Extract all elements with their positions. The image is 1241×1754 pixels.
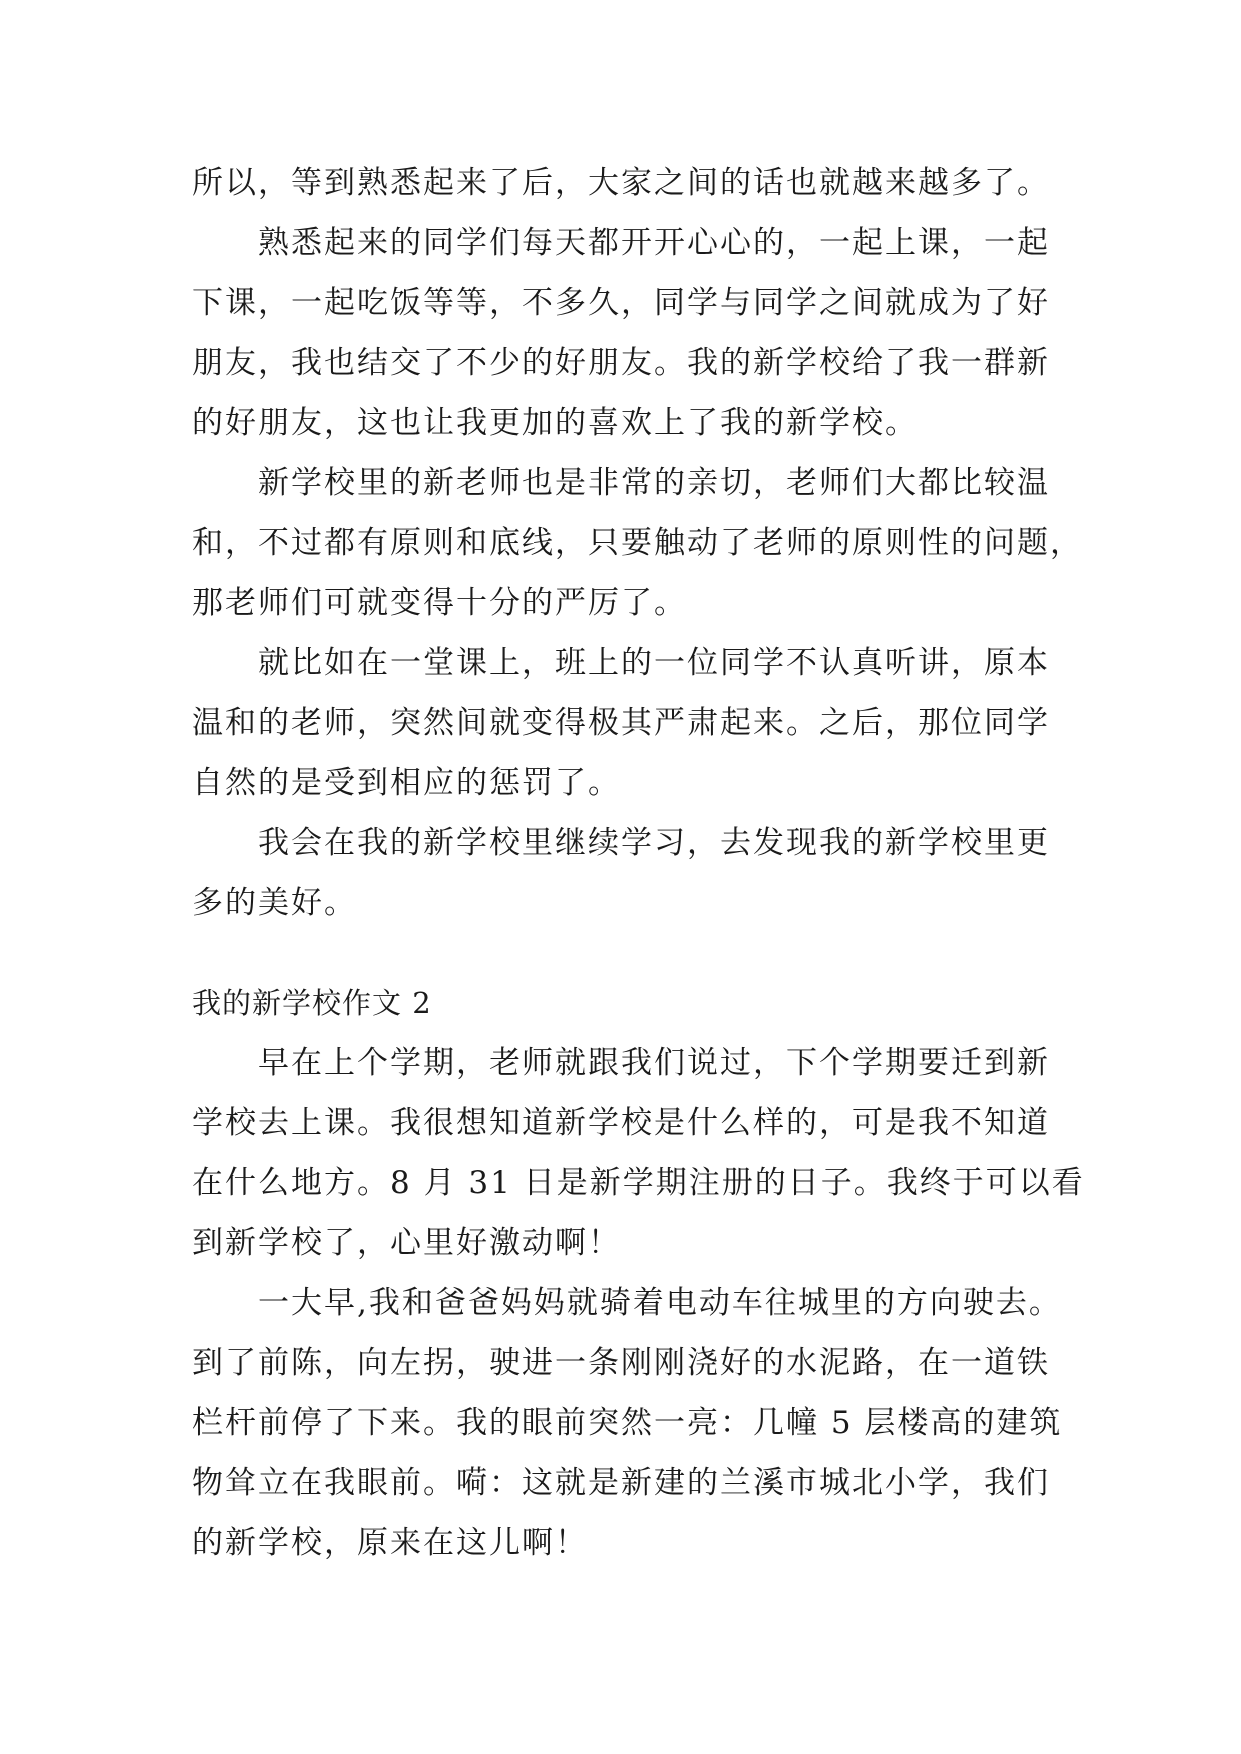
paragraph-line: 早在上个学期，老师就跟我们说过，下个学期要迁到新 xyxy=(258,1045,1050,1081)
paragraph-line: 的新学校，原来在这儿啊！ xyxy=(192,1525,588,1561)
paragraph-line: 那老师们可就变得十分的严厉了。 xyxy=(192,585,687,621)
paragraph-line: 多的美好。 xyxy=(192,885,357,921)
paragraph-line: 在什么地方。8 月 31 日是新学期注册的日子。我终于可以看 xyxy=(192,1165,1085,1201)
paragraph-line: 新学校里的新老师也是非常的亲切，老师们大都比较温 xyxy=(258,465,1050,501)
paragraph-line: 到新学校了，心里好激动啊！ xyxy=(192,1225,621,1261)
paragraph-line: 和，不过都有原则和底线，只要触动了老师的原则性的问题， xyxy=(192,525,1083,561)
paragraph-line: 我会在我的新学校里继续学习，去发现我的新学校里更 xyxy=(258,825,1050,861)
essay-heading: 我的新学校作文 2 xyxy=(192,986,432,1020)
paragraph-line: 栏杆前停了下来。我的眼前突然一亮：几幢 5 层楼高的建筑 xyxy=(192,1405,1063,1441)
paragraph-line: 学校去上课。我很想知道新学校是什么样的，可是我不知道 xyxy=(192,1105,1050,1141)
paragraph-line: 自然的是受到相应的惩罚了。 xyxy=(192,765,621,801)
paragraph-line: 朋友，我也结交了不少的好朋友。我的新学校给了我一群新 xyxy=(192,345,1050,381)
paragraph-line: 一大早,我和爸爸妈妈就骑着电动车往城里的方向驶去。 xyxy=(258,1285,1062,1321)
paragraph-line: 熟悉起来的同学们每天都开开心心的，一起上课，一起 xyxy=(258,225,1050,261)
paragraph-line: 物耸立在我眼前。嗬：这就是新建的兰溪市城北小学，我们 xyxy=(192,1465,1050,1501)
paragraph-line: 所以，等到熟悉起来了后，大家之间的话也就越来越多了。 xyxy=(192,165,1050,201)
paragraph-line: 下课，一起吃饭等等，不多久，同学与同学之间就成为了好 xyxy=(192,285,1050,321)
paragraph-line: 到了前陈，向左拐，驶进一条刚刚浇好的水泥路，在一道铁 xyxy=(192,1345,1050,1381)
paragraph-line: 温和的老师，突然间就变得极其严肃起来。之后，那位同学 xyxy=(192,705,1050,741)
paragraph-line: 就比如在一堂课上，班上的一位同学不认真听讲，原本 xyxy=(258,645,1050,681)
section-1-body xyxy=(192,153,1083,933)
section-2-body xyxy=(192,1033,1085,1573)
paragraph-line: 的好朋友，这也让我更加的喜欢上了我的新学校。 xyxy=(192,405,918,441)
